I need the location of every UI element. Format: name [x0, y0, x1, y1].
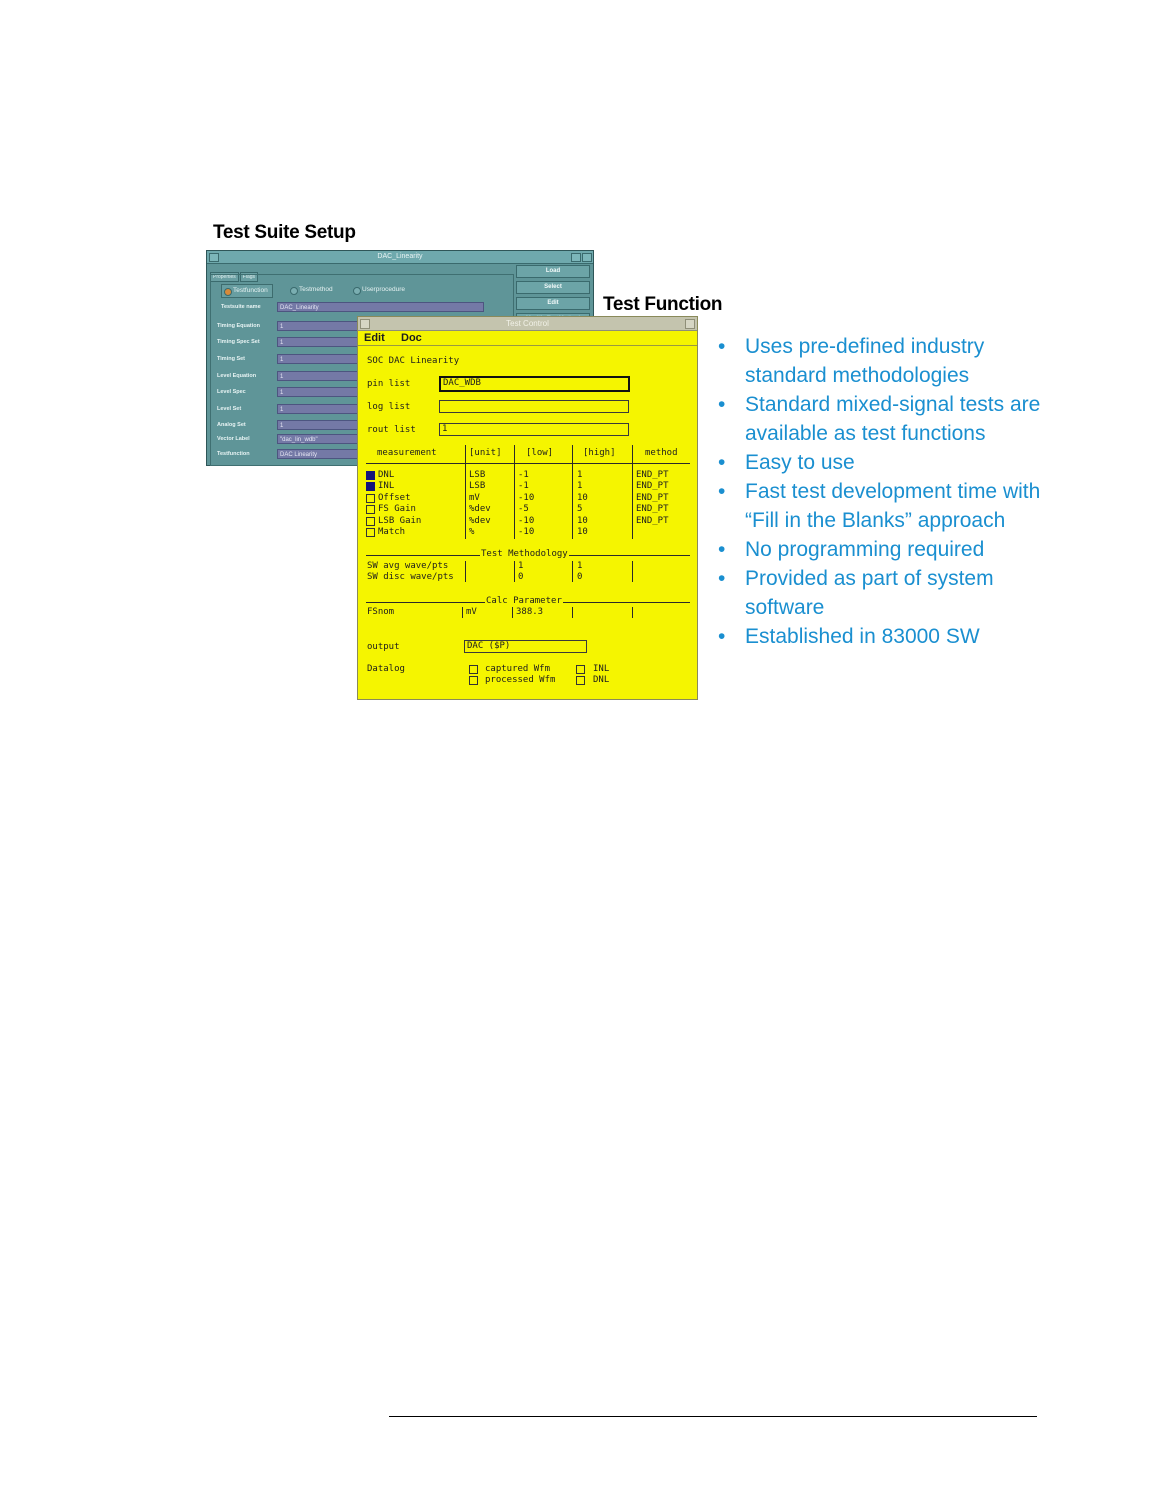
- datalog-option: processed Wfm: [485, 675, 556, 685]
- col-method: method: [645, 448, 678, 458]
- col-high: [high]: [583, 448, 616, 458]
- datalog-option: INL: [593, 664, 610, 674]
- row-name: LSB Gain: [378, 516, 422, 526]
- bullet-icon: •: [718, 625, 726, 648]
- dnl-checkbox[interactable]: [576, 676, 585, 685]
- row-low[interactable]: -5: [518, 504, 529, 514]
- bullet-text: Fast test development time with “Fill in the Blanks” approach: [745, 480, 1041, 532]
- feature-bullet-list: [716, 332, 1046, 651]
- tab-flags[interactable]: Flags: [240, 272, 258, 282]
- table-divider: [514, 561, 515, 582]
- bullet-icon: •: [718, 538, 726, 561]
- suite-tabs: [210, 265, 259, 280]
- field-label: Timing Equation: [217, 323, 260, 329]
- level-spec-input[interactable]: 1: [277, 387, 367, 397]
- row-low[interactable]: -1: [518, 470, 529, 480]
- radio-testmethod[interactable]: [288, 284, 337, 296]
- row-name: FS Gain: [378, 504, 416, 514]
- field-label: Level Set: [217, 406, 242, 412]
- log-list-input[interactable]: [439, 400, 629, 413]
- methodology-row-low[interactable]: 0: [518, 572, 524, 582]
- rout-list-input[interactable]: 1: [439, 423, 629, 436]
- level-set-input[interactable]: 1: [277, 404, 367, 414]
- row-high[interactable]: 5: [577, 504, 583, 514]
- radio-userprocedure[interactable]: [351, 284, 409, 296]
- datalog-option: DNL: [593, 675, 610, 685]
- load-button[interactable]: Load: [516, 265, 590, 278]
- bullet-text: Uses pre-defined industry standard methodologies: [745, 335, 985, 387]
- bullet-text: Provided as part of system software: [745, 567, 994, 619]
- row-high[interactable]: 1: [577, 481, 583, 491]
- list-item: [716, 448, 1046, 477]
- captured-wfm-checkbox[interactable]: [469, 665, 478, 674]
- row-checkbox[interactable]: [366, 528, 375, 537]
- row-checkbox[interactable]: [366, 482, 375, 491]
- row-checkbox[interactable]: [366, 517, 375, 526]
- row-unit: %: [469, 527, 475, 537]
- field-testsuite-name: [217, 301, 507, 313]
- calc-row-value[interactable]: 388.3: [516, 607, 544, 617]
- pin-list-input[interactable]: DAC_WDB: [439, 376, 630, 392]
- radio-unselected-icon: [290, 287, 298, 295]
- radio-testfunction[interactable]: [221, 284, 273, 298]
- pin-list-label: pin list: [367, 379, 411, 389]
- table-divider: [465, 445, 466, 539]
- methodology-row-high[interactable]: 1: [577, 561, 583, 571]
- log-list-label: log list: [367, 402, 411, 412]
- table-divider: [632, 561, 633, 582]
- test-function-caption: Test Function: [603, 294, 723, 315]
- table-divider: [572, 445, 573, 539]
- output-input[interactable]: DAC ($P): [464, 640, 587, 653]
- rout-list-label: rout list: [367, 425, 416, 435]
- table-divider: [572, 561, 573, 582]
- row-low[interactable]: -1: [518, 481, 529, 491]
- inl-checkbox[interactable]: [576, 665, 585, 674]
- maximize-icon[interactable]: [582, 253, 592, 262]
- row-name: Match: [378, 527, 406, 537]
- radio-label: Userprocedure: [362, 286, 405, 293]
- table-header-rule: [366, 463, 690, 464]
- field-label: Timing Spec Set: [217, 339, 260, 345]
- methodology-row-name: SW avg wave/pts: [367, 561, 449, 571]
- timing-spec-set-input[interactable]: 1: [277, 337, 367, 347]
- methodology-row-name: SW disc wave/pts: [367, 572, 454, 582]
- field-label: Testfunction: [217, 451, 250, 457]
- row-high[interactable]: 10: [577, 493, 588, 503]
- row-name: INL: [378, 481, 395, 491]
- datalog-label: Datalog: [367, 664, 405, 674]
- row-method[interactable]: END_PT: [636, 504, 669, 514]
- control-window-title: Test Control: [506, 319, 549, 328]
- row-unit: %dev: [469, 516, 491, 526]
- row-unit: LSB: [469, 470, 486, 480]
- suite-window-title: DAC_Linearity: [377, 253, 423, 260]
- field-label: Level Equation: [217, 373, 257, 379]
- list-item: [716, 535, 1046, 564]
- row-method[interactable]: END_PT: [636, 493, 669, 503]
- list-item: [716, 390, 1046, 448]
- methodology-row-high[interactable]: 0: [577, 572, 583, 582]
- control-heading: SOC DAC Linearity: [367, 356, 460, 366]
- timing-set-input[interactable]: 1: [277, 354, 367, 364]
- row-checkbox[interactable]: [366, 471, 375, 480]
- col-unit: [unit]: [469, 448, 502, 458]
- row-high[interactable]: 1: [577, 470, 583, 480]
- radio-selected-icon: [224, 288, 232, 296]
- field-label: Level Spec: [217, 389, 246, 395]
- calc-row-name: FSnom: [367, 607, 395, 617]
- methodology-row-low[interactable]: 1: [518, 561, 524, 571]
- list-item: [716, 477, 1046, 535]
- row-low[interactable]: -10: [518, 527, 535, 537]
- menu-doc[interactable]: Doc: [401, 332, 422, 344]
- datalog-option: captured Wfm: [485, 664, 551, 674]
- analog-set-input[interactable]: 1: [277, 420, 367, 430]
- suite-titlebar: [207, 251, 593, 264]
- test-control-window: [357, 316, 698, 700]
- radio-unselected-icon: [353, 287, 361, 295]
- processed-wfm-checkbox[interactable]: [469, 676, 478, 685]
- row-method[interactable]: END_PT: [636, 470, 669, 480]
- row-checkbox[interactable]: [366, 505, 375, 514]
- list-item: [716, 332, 1046, 390]
- vector-label-input[interactable]: "dac_lin_wdb": [277, 434, 367, 444]
- calc-title: Calc Parameter: [486, 596, 562, 606]
- field-label: Analog Set: [217, 422, 246, 428]
- table-divider: [632, 607, 633, 618]
- testfunction-input[interactable]: DAC Linearity: [277, 449, 367, 459]
- bullet-icon: •: [718, 451, 726, 474]
- radio-label: Testfunction: [233, 287, 268, 294]
- list-item: [716, 622, 1046, 651]
- radio-label: Testmethod: [299, 286, 333, 293]
- table-divider: [632, 445, 633, 539]
- edit-button[interactable]: Edit: [516, 297, 590, 310]
- timing-equation-input[interactable]: 1: [277, 321, 367, 331]
- field-label: Testsuite name: [221, 304, 261, 310]
- table-divider: [514, 445, 515, 539]
- row-name: Offset: [378, 493, 411, 503]
- tab-properties[interactable]: Properties: [210, 272, 239, 282]
- methodology-title: Test Methodology: [481, 549, 568, 559]
- row-unit: %dev: [469, 504, 491, 514]
- bullet-text: No programming required: [745, 538, 985, 561]
- bullet-text: Easy to use: [745, 451, 855, 474]
- col-low: [low]: [526, 448, 554, 458]
- row-unit: LSB: [469, 481, 486, 491]
- type-radio-group: [221, 284, 511, 296]
- list-item: [716, 564, 1046, 622]
- control-titlebar: [358, 317, 697, 331]
- menu-edit[interactable]: Edit: [364, 332, 385, 344]
- level-equation-input[interactable]: 1: [277, 371, 367, 381]
- row-low[interactable]: -10: [518, 493, 535, 503]
- table-divider: [462, 607, 463, 618]
- row-method[interactable]: END_PT: [636, 516, 669, 526]
- field-label: Vector Label: [217, 436, 250, 442]
- maximize-icon[interactable]: [685, 319, 695, 329]
- bullet-icon: •: [718, 393, 726, 416]
- bullet-text: Established in 83000 SW: [745, 625, 980, 648]
- select-button[interactable]: Select: [516, 281, 590, 294]
- control-menubar: [358, 331, 697, 346]
- footer-rule: [389, 1416, 1037, 1417]
- row-high[interactable]: 10: [577, 527, 588, 537]
- test-suite-setup-caption: Test Suite Setup: [213, 222, 356, 243]
- row-method[interactable]: END_PT: [636, 481, 669, 491]
- row-low[interactable]: -10: [518, 516, 535, 526]
- table-divider: [572, 607, 573, 618]
- row-name: DNL: [378, 470, 395, 480]
- field-label: Timing Set: [217, 356, 246, 362]
- table-divider: [512, 607, 513, 618]
- row-high[interactable]: 10: [577, 516, 588, 526]
- table-divider: [465, 561, 466, 582]
- calc-row-unit: mV: [466, 607, 477, 617]
- bullet-text: Standard mixed-signal tests are available as test functions: [745, 393, 1041, 445]
- row-checkbox[interactable]: [366, 494, 375, 503]
- testsuite-name-input[interactable]: DAC_Linearity: [277, 302, 484, 312]
- minimize-icon[interactable]: [571, 253, 581, 262]
- bullet-icon: •: [718, 567, 726, 590]
- bullet-icon: •: [718, 480, 726, 503]
- output-label: output: [367, 642, 400, 652]
- row-unit: mV: [469, 493, 480, 503]
- bullet-icon: •: [718, 335, 726, 358]
- col-measurement: measurement: [377, 448, 437, 458]
